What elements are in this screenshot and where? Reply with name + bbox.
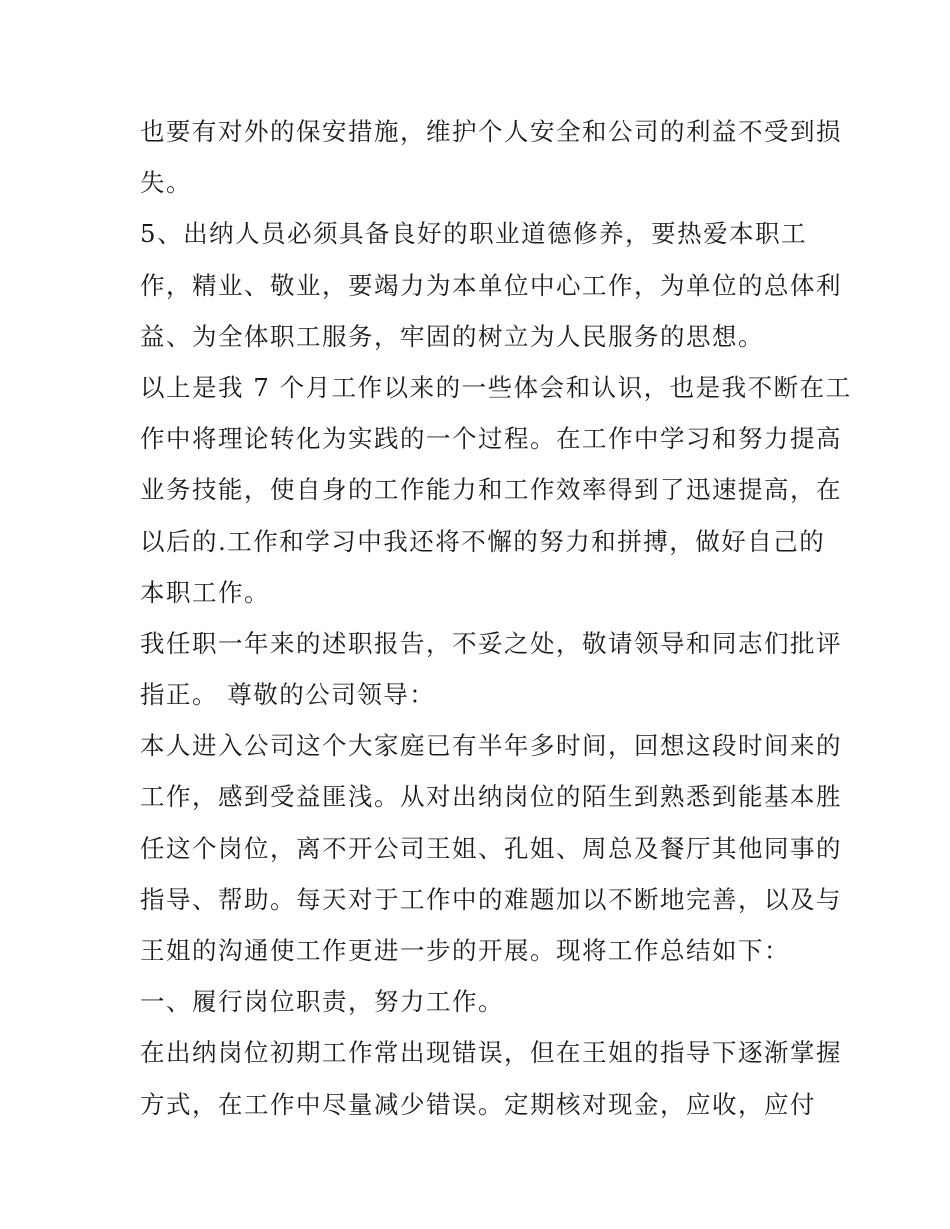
text-line: 作，精业、敬业，要竭力为本单位中心工作，为单位的总体利 — [140, 270, 842, 300]
text-line: 在出纳岗位初期工作常出现错误，但在王姐的指导下逐渐掌握 — [140, 1038, 842, 1068]
text-line: 业务技能，使自身的工作能力和工作效率得到了迅速提高，在 — [140, 475, 842, 505]
text-line: 益、为全体职工服务，牢固的树立为人民服务的思想。 — [140, 321, 764, 351]
text-line: 王姐的沟通使工作更进一步的开展。现将工作总结如下： — [140, 936, 790, 965]
text-line: 作中将理论转化为实践的一个过程。在工作中学习和努力提高 — [140, 424, 842, 454]
text-line: 方式，在工作中尽量减少错误。定期核对现金，应收，应付 — [140, 1089, 816, 1119]
text-line: 以上是我 7 个月工作以来的一些体会和认识，也是我不断在工 — [140, 372, 852, 402]
text-line: 5、出纳人员必须具备良好的职业道德修养，要热爱本职工 — [140, 219, 808, 249]
text-line: 本人进入公司这个大家庭已有半年多时间，回想这段时间来的 — [140, 731, 842, 761]
text-line: 指导、帮助。每天对于工作中的难题加以不断地完善，以及与 — [140, 884, 842, 914]
text-line: 我任职一年来的述职报告，不妥之处，敬请领导和同志们批评 — [140, 628, 842, 658]
text-line: 以后的.工作和学习中我还将不懈的努力和拼搏，做好自己的 — [140, 526, 826, 556]
text-line: 本职工作。 — [140, 577, 270, 607]
text-line: 工作，感到受益匪浅。从对出纳岗位的陌生到熟悉到能基本胜 — [140, 782, 842, 812]
text-line: 一、履行岗位职责，努力工作。 — [140, 987, 504, 1017]
text-line: 也要有对外的保安措施，维护个人安全和公司的利益不受到损 — [140, 117, 842, 146]
document-body — [140, 106, 852, 1130]
text-line: 指正。 尊敬的公司领导： — [140, 680, 436, 710]
text-line: 任这个岗位，离不开公司王姐、孔姐、周总及餐厅其他同事的 — [140, 833, 842, 863]
text-line: 失。 — [140, 168, 192, 198]
